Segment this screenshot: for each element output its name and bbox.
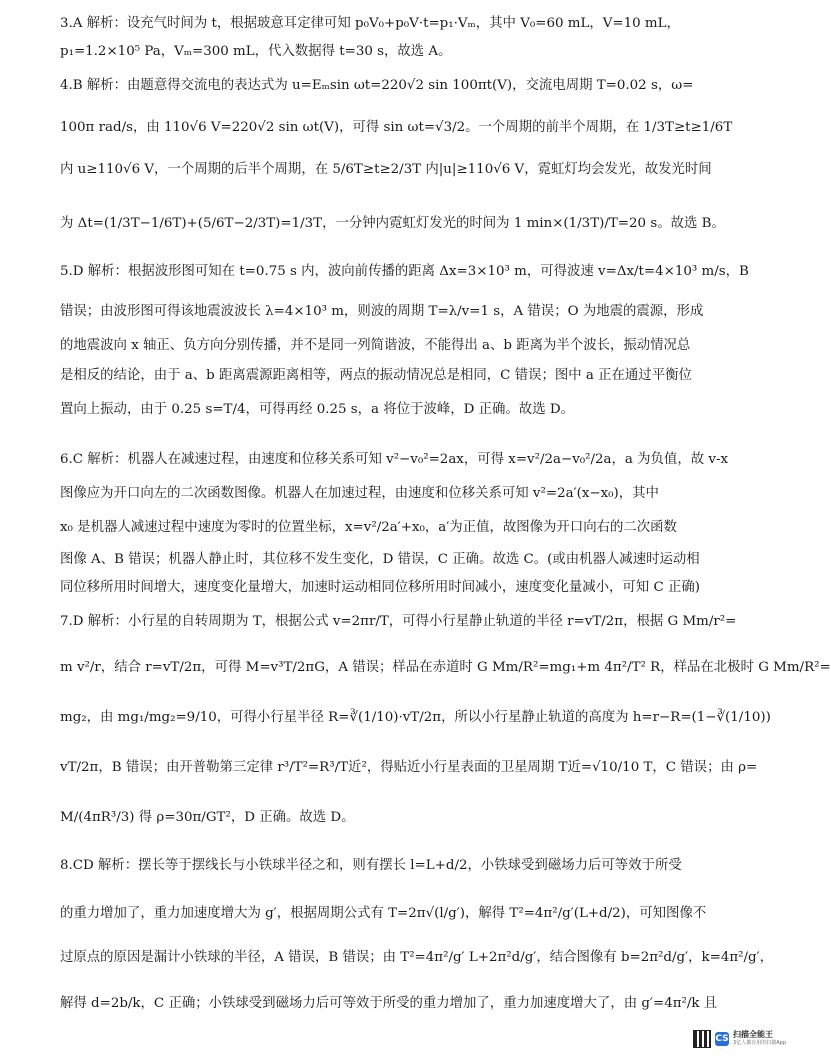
text-line: 图像应为开口向左的二次函数图像。机器人在加速过程，由速度和位移关系可知 v²=2a′(x−x₀)，其中 (60, 486, 659, 501)
text-line: 是相反的结论，由于 a、b 距离震源距离相等，两点的振动情况总是相同，C 错误；图中 a 正在通过平衡位 (60, 368, 692, 383)
text-line: 的地震波向 x 轴正、负方向分别传播，并不是同一列简谐波，不能得出 a、b 距离为半个波长，振动情况总 (60, 338, 691, 353)
text-line: 同位移所用时间增大，速度变化量增大，加速时运动相同位移所用时间减小，速度变化量减小，可知 C 正确) (60, 580, 700, 595)
text-line: 100π rad/s，由 110√6 V=220√2 sin ωt(V)，可得 sin ωt=√3/2。一个周期的前半个周期，在 1/3T≥t≥1/6T (60, 120, 733, 135)
text-line: 的重力增加了，重力加速度增大为 g′，根据周期公式有 T=2π√(l/g′)，解得 T²=4π²/g′(L+d/2)，可知图像不 (60, 906, 707, 921)
scanner-app-icon: CS (715, 1034, 729, 1044)
text-line: 过原点的原因是漏计小铁球的半径，A 错误，B 错误；由 T²=4π²/g′ L+2π²d/g′，结合图像有 b=2π²d/g′，k=4π²/g′， (60, 950, 774, 965)
text-line: 6.C 解析：机器人在减速过程，由速度和位移关系可知 v²−v₀²=2ax，可得 x=v²/2a−v₀²/2a，a 为负值，故 v-x (60, 452, 729, 467)
text-line: 8.CD 解析：摆长等于摆线长与小铁球半径之和，则有摆长 l=L+d/2，小铁球受到磁场力后可等效于所受 (60, 858, 682, 873)
text-line: m v²/r，结合 r=vT/2π，可得 M=v³T/2πG，A 错误；样品在赤道时 G Mm/R²=mg₁+m 4π²/T² R，样品在北极时 G Mm/R²= (60, 660, 831, 675)
scanner-brand (733, 1030, 786, 1048)
text-line: 置向上振动，由于 0.25 s=T/4，可得再经 0.25 s，a 将位于波峰，D 正确。故选 D。 (60, 402, 574, 417)
text-line: vT/2π，B 错误；由开普勒第三定律 r³/T²=R³/T近²，得贴近小行星表面的卫星周期 T近=√10/10 T，C 错误；由 ρ= (60, 760, 758, 775)
text-line: mg₂，由 mg₁/mg₂=9/10，可得小行星半径 R=∛(1/10)·vT/2π，所以小行星静止轨道的高度为 h=r−R=(1−∛(1/10)) (60, 710, 771, 725)
brand-subtitle: 3亿人都在用的扫描App (733, 1040, 786, 1046)
text-line: 3.A 解析：设充气时间为 t，根据玻意耳定律可知 p₀V₀+p₀V·t=p₁·Vₘ，其中 V₀=60 mL，V=10 mL， (60, 16, 680, 31)
text-line: M/(4πR³/3) 得 ρ=30π/GT²，D 正确。故选 D。 (60, 810, 355, 825)
text-line: 错误；由波形图可得该地震波波长 λ=4×10³ m，则波的周期 T=λ/v=1 s，A 错误；O 为地震的震源，形成 (60, 304, 704, 319)
text-line: 为 Δt=(1/3T−1/6T)+(5/6T−2/3T)=1/3T，一分钟内霓虹灯发光的时间为 1 min×(1/3T)/T=20 s。故选 B。 (60, 216, 725, 231)
qr-code-icon (693, 1030, 711, 1048)
text-line: 7.D 解析：小行星的自转周期为 T，根据公式 v=2πr/T，可得小行星静止轨道的半径 r=vT/2π，根据 G Mm/r²= (60, 614, 737, 629)
text-line: x₀ 是机器人减速过程中速度为零时的位置坐标，x=v²/2a′+x₀，a′为正值，故图像为开口向右的二次函数 (60, 520, 677, 535)
text-line: 4.B 解析：由题意得交流电的表达式为 u=Eₘsin ωt=220√2 sin 100πt(V)，交流电周期 T=0.02 s，ω= (60, 78, 694, 93)
text-line: 图像 A、B 错误；机器人静止时，其位移不发生变化，D 错误，C 正确。故选 C。(或由机器人减速时运动相 (60, 552, 700, 567)
text-line: 5.D 解析：根据波形图可知在 t=0.75 s 内，波向前传播的距离 Δx=3×10³ m，可得波速 v=Δx/t=4×10³ m/s，B (60, 264, 749, 279)
text-line: 解得 d=2b/k，C 正确；小铁球受到磁场力后可等效于所受的重力增加了，重力加速度增大了，由 g′=4π²/k 且 (60, 996, 718, 1011)
text-line: 内 u≥110√6 V，一个周期的后半个周期，在 5/6T≥t≥2/3T 内|u|≥110√6 V，霓虹灯均会发光，故发光时间 (60, 162, 712, 177)
scanner-watermark (693, 1030, 786, 1048)
text-line: p₁=1.2×10⁵ Pa，Vₘ=300 mL，代入数据得 t=30 s，故选 A。 (60, 44, 452, 59)
brand-name: 扫描全能王 (733, 1030, 774, 1039)
